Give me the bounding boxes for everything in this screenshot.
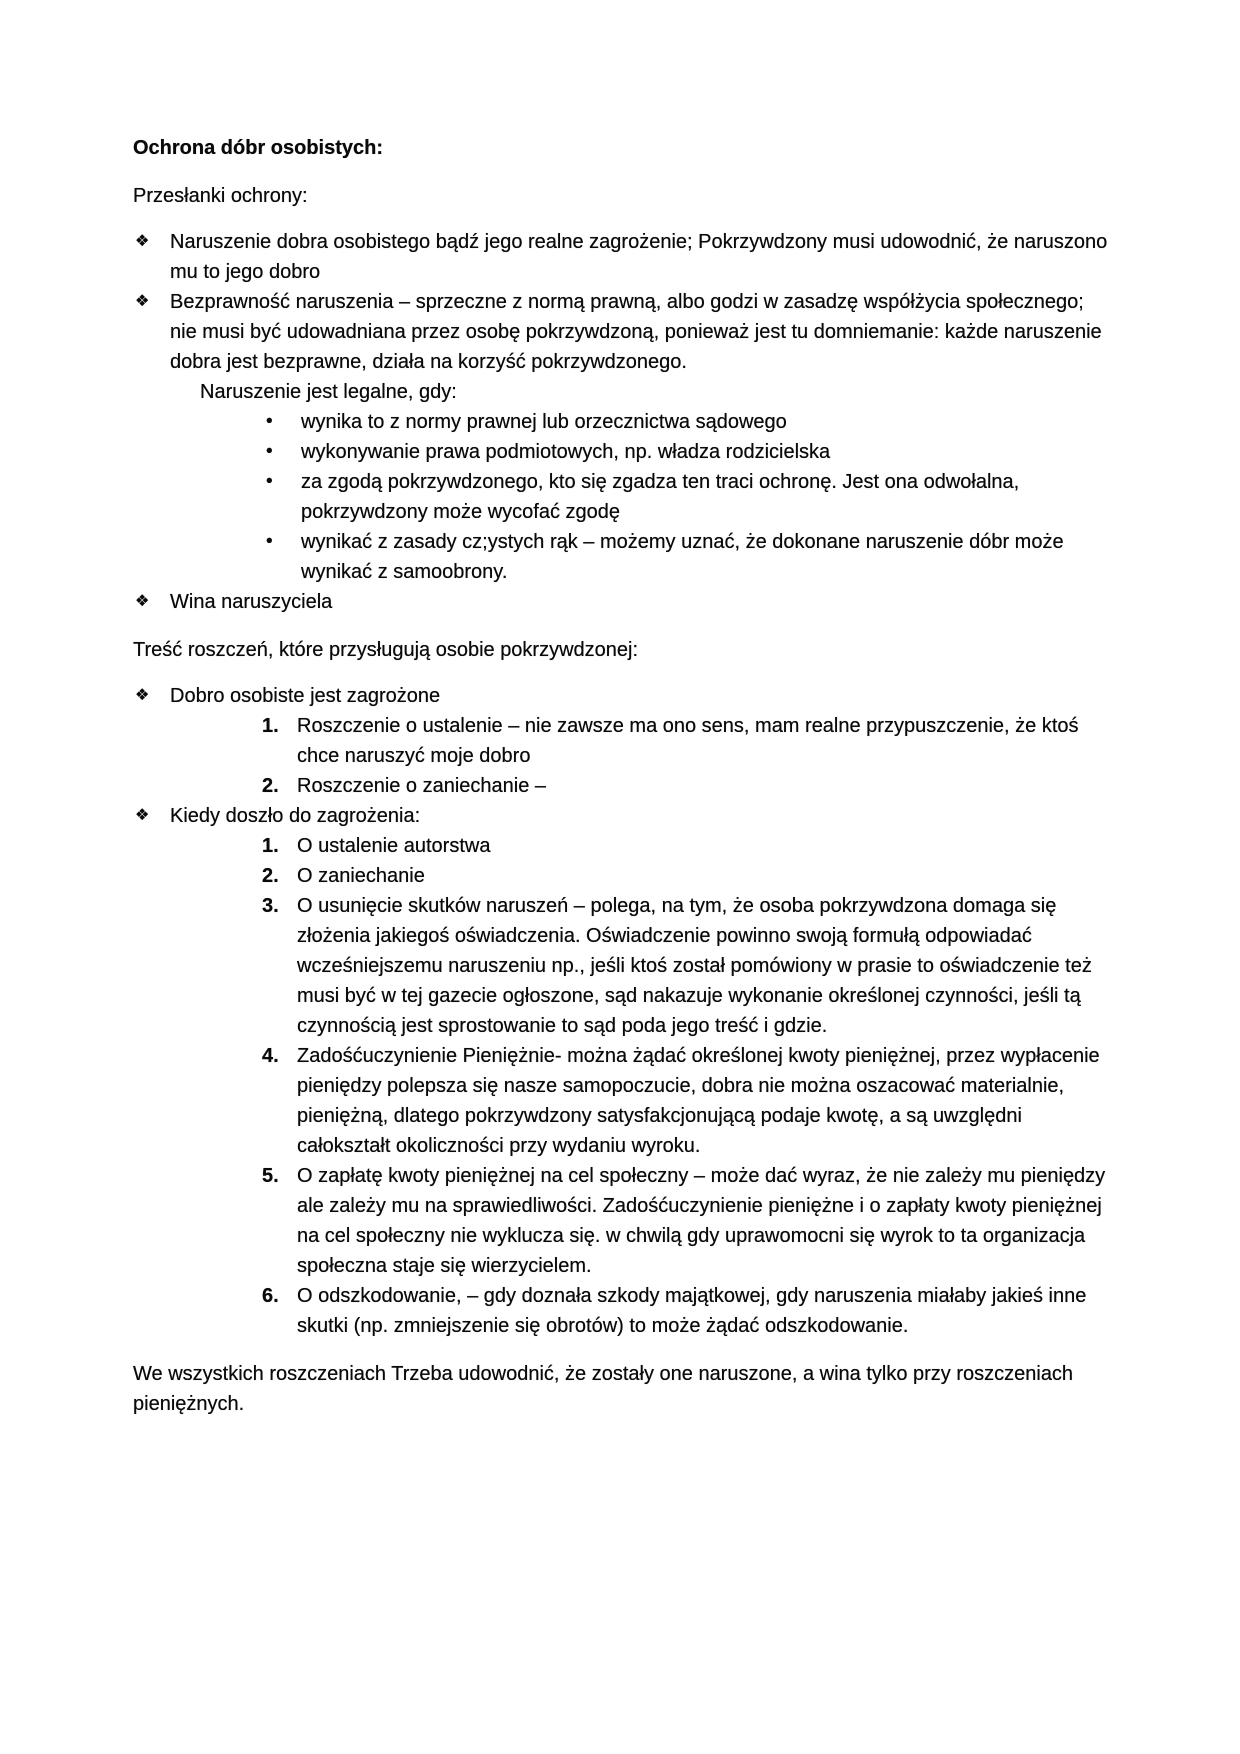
premise-text: Naruszenie dobra osobistego bądź jego realne zagrożenie; Pokrzywdzony musi udowodnić, że naruszono mu to jego dobro: [170, 231, 1108, 283]
diamond-bullet-icon: ❖: [135, 233, 150, 250]
item-number: 3.: [262, 895, 279, 917]
numbered-item: [262, 861, 1108, 891]
numbered-item-text: O usunięcie skutków naruszeń – polega, na tym, że osoba pokrzywdzona domaga się złożenia jakiegoś oświadczenia. Oświadczenie powinno swoją formułą odpowiadać wcześniejszemu naruszeniu np., jeśli ktoś został pomówiony w prasie to oświadczenie też musi być w tej gazecie ogłoszone, sąd nakazuje wykonanie określonej czynności, jeśli tą czynnością jest sprostowanie to sąd poda jego treść i gdzie.: [297, 895, 1092, 1037]
list-item: [262, 407, 1108, 437]
numbered-item: [262, 1041, 1108, 1161]
premise-text: Wina naruszyciela: [170, 591, 333, 613]
legal-condition-text: wynika to z normy prawnej lub orzecznictwa sądowego: [301, 411, 787, 433]
numbered-item: [262, 891, 1108, 1041]
list-item: [133, 801, 1108, 831]
diamond-bullet-icon: ❖: [135, 293, 150, 310]
premise-text: Bezprawność naruszenia – sprzeczne z normą prawną, albo godzi w zasadzę współżycia społecznego; nie musi być udowadniana przez osobę pokrzywdzoną, ponieważ jest tu domniemanie: każde naruszenie dobra jest bezprawne, działa na korzyść pokrzywdzonego.: [170, 291, 1102, 373]
legal-condition-text: wynikać z zasady cz;ystych rąk – możemy uznać, że dokonane naruszenie dóbr może wynikać z samoobrony.: [301, 531, 1064, 583]
item-number: 1.: [262, 715, 279, 737]
numbered-item: [262, 771, 1108, 801]
item-number: 2.: [262, 775, 279, 797]
document-title: Ochrona dóbr osobistych:: [133, 137, 384, 159]
list-item: [133, 287, 1108, 377]
legal-conditions-heading: Naruszenie jest legalne, gdy:: [200, 381, 457, 403]
claim-group-label: Dobro osobiste jest zagrożone: [170, 685, 441, 707]
round-bullet-icon: •: [266, 531, 273, 552]
intro-paragraph: Przesłanki ochrony:: [133, 185, 308, 207]
list-item: [262, 467, 1108, 527]
numbered-item-text: O odszkodowanie, – gdy doznała szkody majątkowej, gdy naruszenia miałaby jakieś inne skutki (np. zmniejszenie się obrotów) to może żądać odszkodowanie.: [297, 1285, 1087, 1337]
diamond-bullet-icon: ❖: [135, 807, 150, 824]
numbered-item-text: Roszczenie o ustalenie – nie zawsze ma ono sens, mam realne przypuszczenie, że ktoś chce naruszyć moje dobro: [297, 715, 1079, 767]
item-number: 5.: [262, 1165, 279, 1187]
numbered-item: [262, 711, 1108, 771]
item-number: 4.: [262, 1045, 279, 1067]
item-number: 6.: [262, 1285, 279, 1307]
claims-heading: Treść roszczeń, które przysługują osobie pokrzywdzonej:: [133, 639, 639, 661]
claims-list: [133, 681, 1108, 1341]
legal-condition-text: za zgodą pokrzywdzonego, kto się zgadza ten traci ochronę. Jest ona odwołalna, pokrzywdzony może wycofać zgodę: [301, 471, 1020, 523]
list-item: [133, 227, 1108, 287]
numbered-item-text: O ustalenie autorstwa: [297, 835, 491, 857]
diamond-bullet-icon: ❖: [135, 687, 150, 704]
numbered-item-text: Roszczenie o zaniechanie –: [297, 775, 547, 797]
list-item: [133, 587, 1108, 617]
claim-group-label: Kiedy doszło do zagrożenia:: [170, 805, 421, 827]
item-number: 1.: [262, 835, 279, 857]
premises-list: [133, 227, 1108, 617]
list-item: [262, 527, 1108, 587]
numbered-item: [262, 1281, 1108, 1341]
round-bullet-icon: •: [266, 471, 273, 492]
numbered-item-text: Zadośćuczynienie Pieniężnie- można żądać określonej kwoty pieniężnej, przez wypłacenie pieniędzy polepsza się nasze samopoczucie, dobra nie można oszacować materialnie, pieniężną, dlatego pokrzywdzony satysfakcjonującą podaje kwotę, a są uwzględni całokształt okoliczności przy wydaniu wyroku.: [297, 1045, 1100, 1157]
list-item: [262, 437, 1108, 467]
item-number: 2.: [262, 865, 279, 887]
numbered-item: [262, 831, 1108, 861]
round-bullet-icon: •: [266, 411, 273, 432]
round-bullet-icon: •: [266, 441, 273, 462]
numbered-item-text: O zaniechanie: [297, 865, 425, 887]
legal-condition-text: wykonywanie prawa podmiotowych, np. władza rodzicielska: [301, 441, 831, 463]
closing-paragraph: We wszystkich roszczeniach Trzeba udowodnić, że zostały one naruszone, a wina tylko przy roszczeniach pieniężnych.: [133, 1363, 1074, 1415]
list-item: [133, 681, 1108, 711]
numbered-item-text: O zapłatę kwoty pieniężnej na cel społeczny – może dać wyraz, że nie zależy mu pieniędzy ale zależy mu na sprawiedliwości. Zadośćuczynienie pieniężne i o zapłaty kwoty pieniężnej na cel społeczny nie wyklucza się. w chwilą gdy uprawomocni się wyrok to ta organizacja społeczna staje się wierzycielem.: [297, 1165, 1106, 1277]
numbered-item: [262, 1161, 1108, 1281]
diamond-bullet-icon: ❖: [135, 593, 150, 610]
